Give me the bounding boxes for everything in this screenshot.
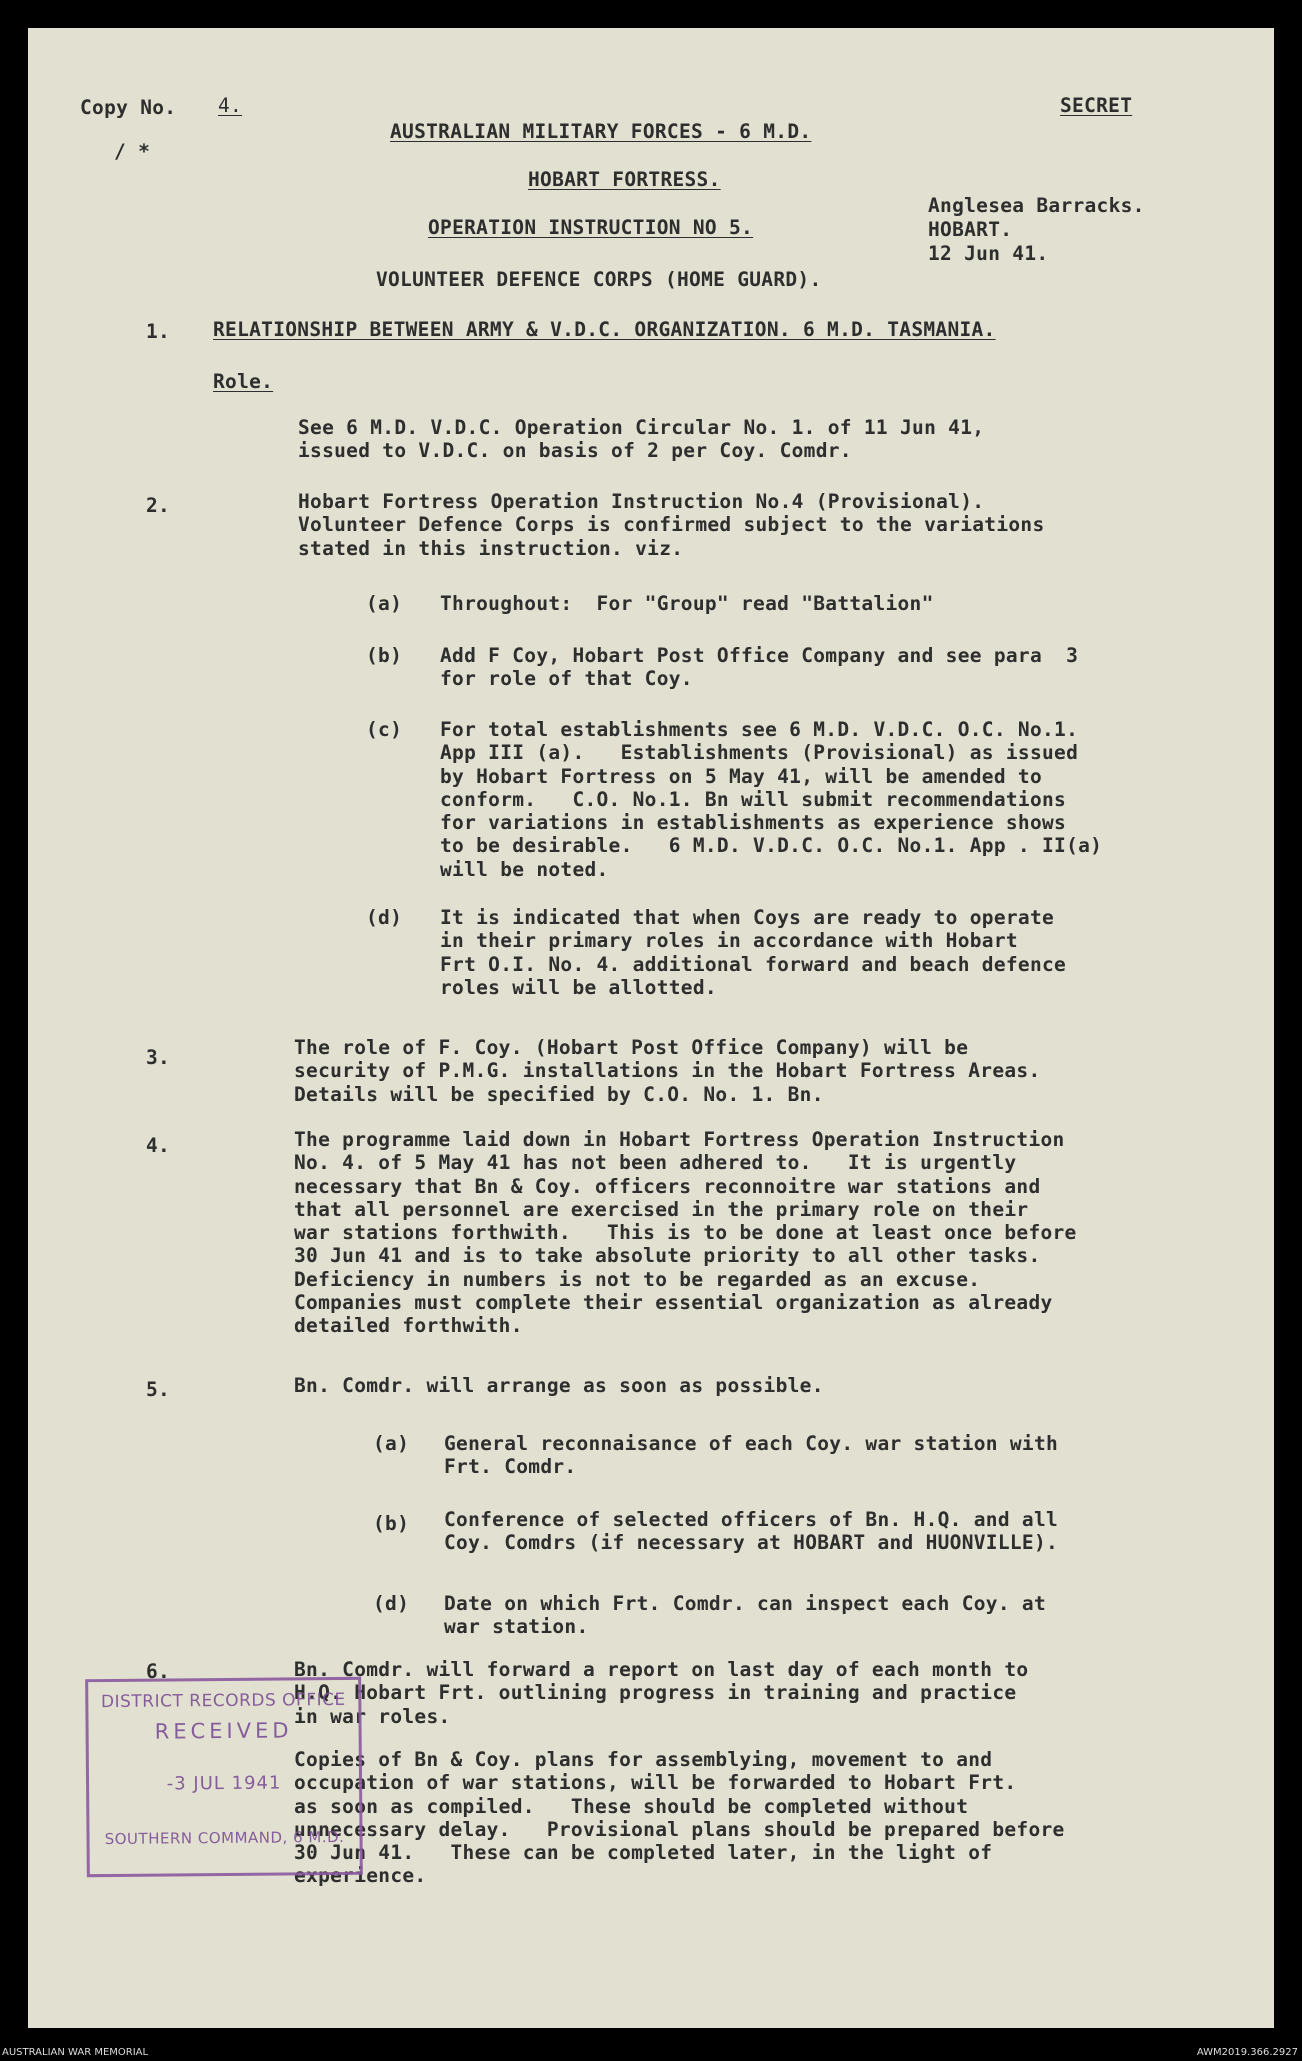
role-heading: Role.	[213, 370, 274, 393]
stamp-command: SOUTHERN COMMAND, 6 M.D.	[104, 1827, 345, 1849]
para-6-text-2: Copies of Bn & Coy. plans for assemblying, movement to and occupation of war stations, will be forwarded to Hobart Frt. as soon as compiled. These should be completed without unnecessary delay. Provisional plans should be prepared before 30 Jun 41. These can be completed later, in the light of experience.	[294, 1748, 1065, 1888]
para-4-number: 4.	[146, 1134, 171, 1157]
para-5b-text: Conference of selected officers of Bn. H.Q. and all Coy. Comdrs (if necessary at HOBART and HUONVILLE).	[444, 1508, 1059, 1555]
classification: SECRET	[1060, 94, 1133, 117]
para-2c-text: For total establishments see 6 M.D. V.D.C. O.C. No.1. App III (a). Establishments (Provisional) as issued by Hobart Fortress on 5 May 41, will be amended to conform. C.O. No.1. Bn will submit recommendations for variations in establishments as experience shows to be desirable. 6 M.D. V.D.C. O.C. No.1. App . II(a) will be noted.	[440, 718, 1103, 881]
para-1-text: See 6 M.D. V.D.C. Operation Circular No. 1. of 11 Jun 41, issued to V.D.C. on basis of 2 per Coy. Comdr.	[298, 416, 985, 463]
para-5b-label: (b)	[373, 1512, 410, 1535]
stamp-received: RECEIVED	[154, 1718, 293, 1744]
document-subject: VOLUNTEER DEFENCE CORPS (HOME GUARD).	[376, 268, 822, 291]
para-2d-label: (d)	[366, 906, 403, 929]
para-3-text: The role of F. Coy. (Hobart Post Office Company) will be security of P.M.G. installations in the Hobart Fortress Areas. Details will be specified by C.O. No. 1. Bn.	[294, 1036, 1041, 1106]
para-2b-label: (b)	[366, 644, 403, 667]
copy-label: Copy No.	[80, 96, 177, 119]
para-6-text: Bn. Comdr. will forward a report on last day of each month to H.Q. Hobart Frt. outlining progress in training and practice in war roles.	[294, 1658, 1029, 1728]
footer-accession: AWM2019.366.2927	[1196, 2047, 1298, 2058]
para-3-number: 3.	[146, 1046, 171, 1069]
para-2c-label: (c)	[366, 718, 403, 741]
para-4-text: The programme laid down in Hobart Fortress Operation Instruction No. 4. of 5 May 41 has not been adhered to. It is urgently necessary that Bn & Coy. officers reconnoitre war stations and that all personnel are exercised in the primary role on their war stations forthwith. This is to be done at least once before 30 Jun 41 and is to take absolute priority to all other tasks. Deficiency in numbers is not to be regarded as an excuse. Companies must complete their essential organization as already detailed forthwith.	[294, 1128, 1077, 1338]
para-2a-text: Throughout: For "Group" read "Battalion"	[440, 592, 934, 615]
para-2d-text: It is indicated that when Coys are ready to operate in their primary roles in accordance with Hobart Frt O.I. No. 4. additional forward and beach defence roles will be allotted.	[440, 906, 1067, 999]
stamp-date: -3 JUL 1941	[166, 1772, 282, 1795]
address-line-2: HOBART.	[928, 218, 1013, 241]
document-page	[28, 28, 1274, 2028]
instruction-title: OPERATION INSTRUCTION NO 5.	[428, 216, 754, 239]
document-subtitle: HOBART FORTRESS.	[528, 168, 721, 191]
handwritten-mark: / *	[114, 140, 151, 163]
copy-number: 4.	[218, 94, 243, 117]
footer-source: AUSTRALIAN WAR MEMORIAL	[2, 2047, 149, 2058]
address-line-1: Anglesea Barracks.	[928, 194, 1145, 217]
para-1-number: 1.	[146, 320, 171, 343]
para-5a-label: (a)	[373, 1432, 410, 1455]
para-5-text: Bn. Comdr. will arrange as soon as possible.	[294, 1374, 824, 1397]
para-2-text: Hobart Fortress Operation Instruction No.4 (Provisional). Volunteer Defence Corps is confirmed subject to the variations stated in this instruction. viz.	[298, 490, 1045, 560]
received-stamp	[85, 1677, 363, 1877]
para-2a-label: (a)	[366, 592, 403, 615]
stamp-office: DISTRICT RECORDS OFFICE	[100, 1689, 346, 1713]
para-6-number: 6.	[146, 1660, 171, 1683]
para-5-number: 5.	[146, 1378, 171, 1401]
para-5d-label: (d)	[373, 1592, 410, 1615]
para-5d-text: Date on which Frt. Comdr. can inspect each Coy. at war station.	[444, 1592, 1046, 1639]
document-date: 12 Jun 41.	[928, 242, 1049, 265]
para-2-number: 2.	[146, 494, 171, 517]
para-1-heading: RELATIONSHIP BETWEEN ARMY & V.D.C. ORGANIZATION. 6 M.D. TASMANIA.	[213, 318, 996, 341]
document-title: AUSTRALIAN MILITARY FORCES - 6 M.D.	[390, 120, 812, 143]
para-5a-text: General reconnaisance of each Coy. war station with Frt. Comdr.	[444, 1432, 1059, 1479]
para-2b-text: Add F Coy, Hobart Post Office Company and see para 3 for role of that Coy.	[440, 644, 1079, 691]
